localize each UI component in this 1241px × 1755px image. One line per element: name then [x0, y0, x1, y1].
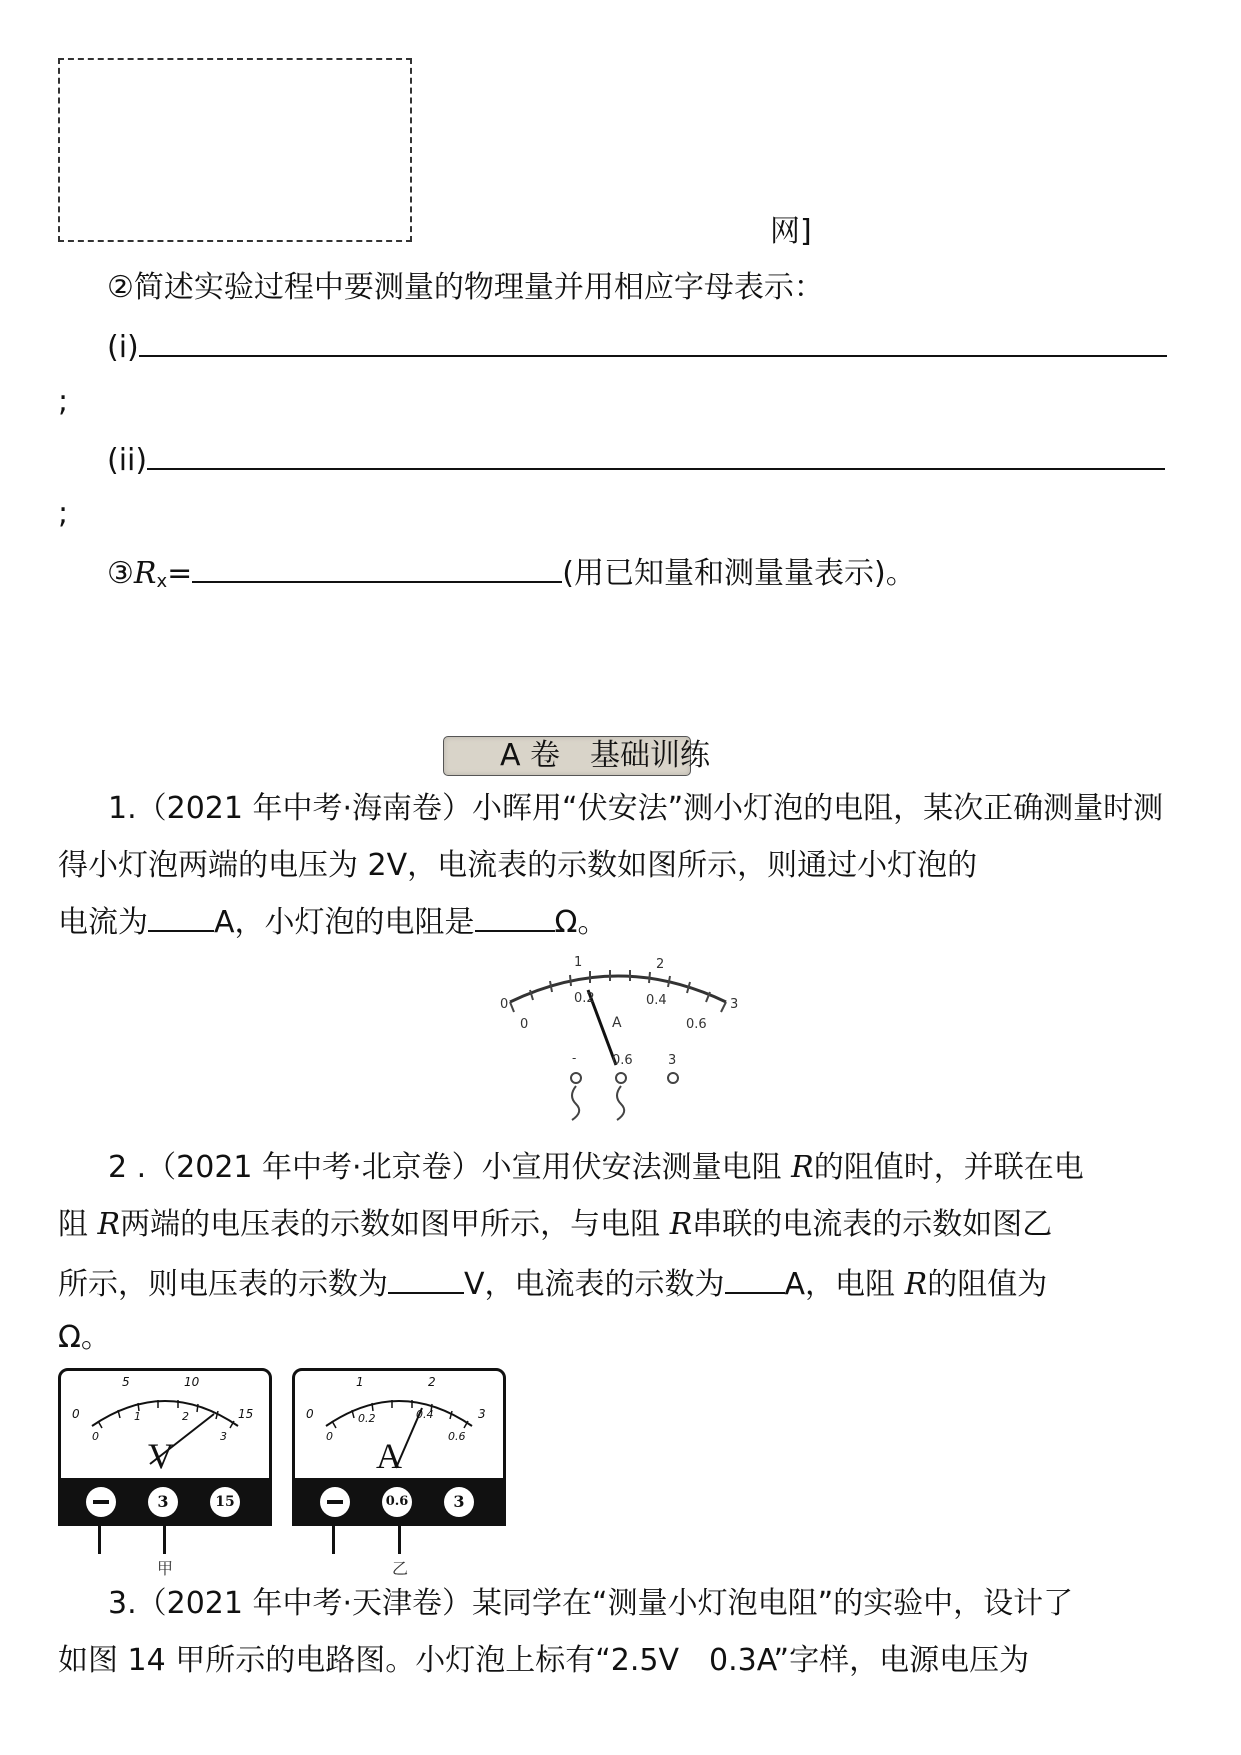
- voltmeter-upper-10: 10: [184, 1375, 200, 1389]
- voltmeter-lower-3: 3: [220, 1430, 227, 1443]
- answer-box: [58, 58, 412, 242]
- q1-ammeter-figure: [490, 950, 750, 1125]
- ammeter-lower-02: 0.2: [358, 1412, 376, 1425]
- step3-blank[interactable]: [192, 551, 562, 583]
- q1-text-b3: Ω。: [554, 905, 608, 940]
- ammeter-lower-04: 0.4: [416, 1408, 434, 1421]
- q2-line1: [108, 1148, 1084, 1188]
- step3-var: R: [133, 556, 157, 591]
- ammeter-upper-2: 2: [428, 1375, 436, 1389]
- voltmeter-terminal-15[interactable]: 15: [210, 1487, 240, 1517]
- q2-var-2: R: [97, 1207, 121, 1242]
- page-fragment: 网]: [770, 214, 812, 249]
- q2-text-e: 串联的电流表的示数如图乙: [692, 1207, 1053, 1242]
- ammeter-ticks: [332, 1400, 468, 1428]
- q1-terminal-06: 0.6: [612, 1053, 633, 1068]
- voltmeter-arc: [92, 1401, 238, 1426]
- q2-blank-voltage[interactable]: [388, 1262, 464, 1294]
- q1-unit-label: A: [612, 1015, 622, 1031]
- q1-text-b1: 电流为: [58, 905, 148, 940]
- step3-prefix: ③: [107, 556, 134, 591]
- item2-label: (ii): [107, 443, 148, 478]
- step3-row: [107, 551, 916, 602]
- voltmeter-caption: 甲: [157, 1559, 174, 1578]
- q1-upper-tick-2: 2: [656, 957, 665, 972]
- item1-label: (i): [107, 330, 139, 365]
- q1-blank-resistance[interactable]: [475, 900, 555, 932]
- ammeter-base: [292, 1478, 506, 1526]
- semicolon-2: ;: [58, 496, 69, 531]
- ammeter-scale: [292, 1368, 506, 1484]
- q1-text-b2: A，小灯泡的电阻是: [214, 905, 475, 940]
- ammeter-lower-06: 0.6: [448, 1430, 466, 1443]
- step2-text: ②简述实验过程中要测量的物理量并用相应字母表示：: [107, 270, 824, 305]
- voltmeter-lower-0: 0: [92, 1430, 99, 1443]
- q2-var-3: R: [669, 1207, 693, 1242]
- q3-line2: 如图 14 甲所示的电路图。小灯泡上标有“2.5V 0.3A”字样，电源电压为: [58, 1643, 1030, 1678]
- ammeter-arc: [326, 1401, 472, 1426]
- item2-blank[interactable]: [147, 438, 1165, 470]
- voltmeter-upper-0: 0: [72, 1407, 80, 1421]
- q1-terminal-minus: -: [572, 1051, 577, 1065]
- voltmeter-lead-right: [163, 1526, 166, 1554]
- step3-eq: =: [167, 556, 193, 591]
- voltmeter-scale: [58, 1368, 272, 1484]
- q1-text: 1.（2021 年中考·海南卷）小晖用“伏安法”测小灯泡的电阻，某次正确测量时测得小灯泡两端的电压为 2V，电流表的示数如图所示，则通过小灯泡的: [58, 791, 1164, 883]
- ammeter-terminal-06[interactable]: 0.6: [382, 1487, 412, 1517]
- q2-text-c: 阻: [58, 1207, 88, 1242]
- item1-row: [107, 325, 1177, 368]
- q1-answer-row: [58, 900, 607, 943]
- q1-lower-tick-2: 0.4: [646, 993, 667, 1008]
- ammeter-caption: 乙: [392, 1559, 409, 1578]
- ammeter-lead-left: [332, 1526, 335, 1554]
- ammeter-upper-0: 0: [306, 1407, 314, 1421]
- ammeter-upper-3: 3: [478, 1407, 486, 1421]
- q1-upper-tick-0: 0: [500, 997, 509, 1012]
- q1-terminal-wires: [571, 1073, 678, 1120]
- q1-upper-tick-1: 1: [574, 955, 583, 970]
- q1-upper-tick-3: 3: [730, 997, 739, 1012]
- q1-terminal-3: 3: [668, 1053, 677, 1068]
- ammeter-lead-right: [398, 1526, 401, 1554]
- q2-text-f2: V，电流表的示数为: [464, 1267, 725, 1302]
- semicolon-1: ;: [58, 384, 69, 419]
- q2-text-b: 的阻值时，并联在电: [813, 1150, 1084, 1185]
- section-title: A 卷 基础训练: [500, 738, 711, 773]
- q1-scale-arc: [510, 976, 726, 1002]
- q2-text-f4: 的阻值为: [927, 1267, 1048, 1302]
- step3-suffix: (用已知量和测量量表示)。: [562, 556, 916, 591]
- q2-var-1: R: [791, 1150, 814, 1185]
- ammeter-unit: A: [376, 1436, 402, 1476]
- q1-lower-tick-0: 0: [520, 1017, 529, 1032]
- voltmeter-lower-2: 2: [182, 1410, 189, 1423]
- step3-sub: x: [156, 571, 168, 592]
- q2-line4: Ω。: [58, 1320, 111, 1355]
- q2-text-f3: A，电阻: [784, 1267, 896, 1302]
- q2-line3: [58, 1262, 1047, 1305]
- item2-row: [107, 438, 1177, 481]
- item1-blank[interactable]: [139, 325, 1167, 357]
- voltmeter-base: [58, 1478, 272, 1526]
- voltmeter-upper-5: 5: [122, 1375, 130, 1389]
- q2-blank-current[interactable]: [725, 1262, 785, 1294]
- ammeter-terminal-minus[interactable]: [320, 1487, 350, 1517]
- q1-lower-tick-1: 0.2: [574, 991, 595, 1006]
- q1-lower-tick-3: 0.6: [686, 1017, 707, 1032]
- q3-line1: 3.（2021 年中考·天津卷）某同学在“测量小灯泡电阻”的实验中，设计了: [108, 1586, 1074, 1621]
- voltmeter-lead-left: [98, 1526, 101, 1554]
- q1-blank-current[interactable]: [148, 900, 214, 932]
- voltmeter-unit: V: [148, 1436, 174, 1476]
- q2-text-a: 2 .（2021 年中考·北京卷）小宣用伏安法测量电阻: [108, 1150, 782, 1185]
- voltmeter-terminal-3[interactable]: 3: [148, 1487, 178, 1517]
- q2-text-f1: 所示，则电压表的示数为: [58, 1267, 388, 1302]
- voltmeter-upper-15: 15: [238, 1407, 254, 1421]
- q2-var-4: R: [904, 1267, 928, 1302]
- voltmeter-terminal-minus[interactable]: [86, 1487, 116, 1517]
- q2-line2: [58, 1205, 1052, 1245]
- voltmeter-lower-1: 1: [134, 1410, 141, 1423]
- ammeter-upper-1: 1: [356, 1375, 364, 1389]
- ammeter-lower-0: 0: [326, 1430, 333, 1443]
- q2-text-d: 两端的电压表的示数如图甲所示，与电阻: [120, 1207, 661, 1242]
- ammeter-terminal-3[interactable]: 3: [444, 1487, 474, 1517]
